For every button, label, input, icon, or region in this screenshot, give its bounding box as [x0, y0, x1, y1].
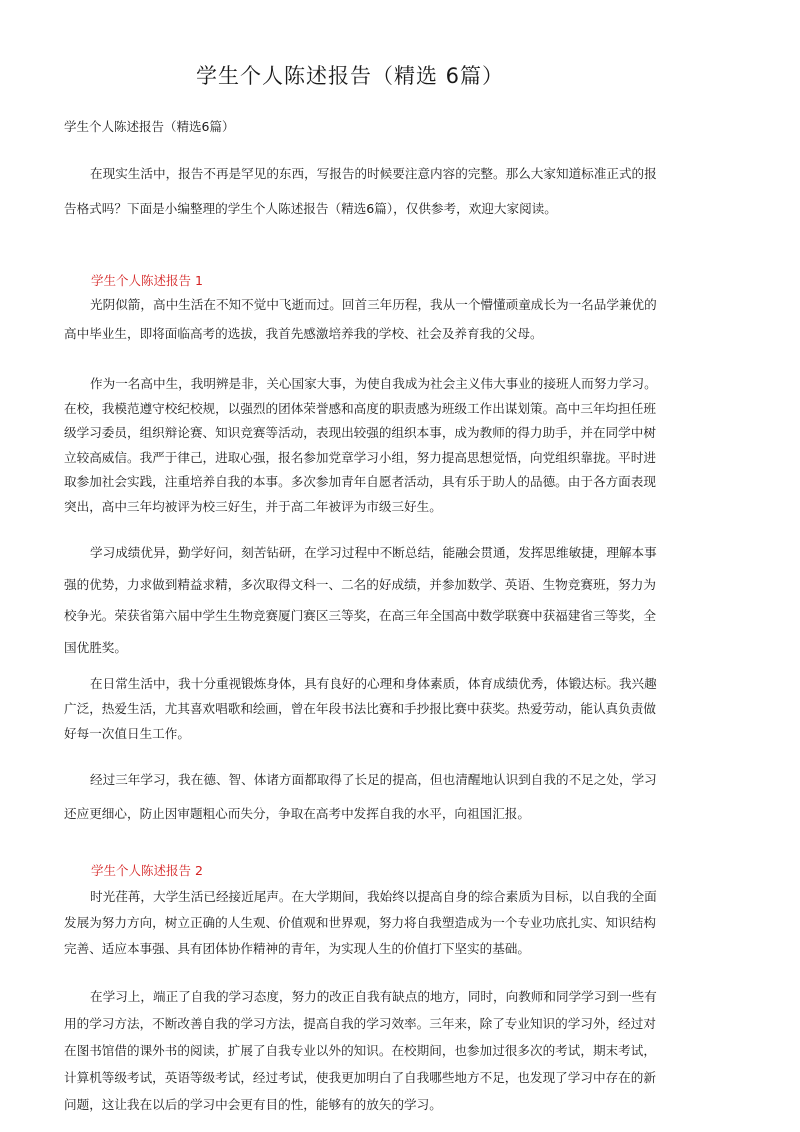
section-2-paragraph-1: 时光荏苒，大学生活已经接近尾声。在大学期间，我始终以提高自身的综合素质为目标，以自我的全面发展为努力方向，树立正确的人生观、价值观和世界观，努力将自我塑造成为一个专业功底扎实、知识结构完善、适应本事强、具有团体协作精神的青年，为实现人生的价值打下坚实的基础。: [64, 889, 657, 956]
section-1-paragraph-3: 学习成绩优异，勤学好问，刻苦钻研，在学习过程中不断总结，能融会贯通，发挥思维敏捷，理解本事强的优势，力求做到精益求精，多次取得文科一、二名的好成绩，并参加数学、英语、生物竞赛班，努力为校争光。荣获省第六届中学生生物竞赛厦门赛区三等奖，在高三年全国高中数学联赛中获福建省三等奖，全国优胜奖。: [64, 545, 657, 655]
section-1-paragraph-2: 作为一名高中生，我明辨是非，关心国家大事，为使自我成为社会主义伟大事业的接班人而努力学习。在校，我模范遵守校纪校规，以强烈的团体荣誉感和高度的职责感为班级工作出谋划策。高中三年均担任班级学习委员，组织辩论赛、知识竞赛等活动，表现出较强的组织本事，成为教师的得力助手，并在同学中树立较高威信。我严于律己，进取心强，报名参加党章学习小组，努力提高思想觉悟，向党组织靠拢。平时进取参加社会实践，注重培养自我的本事。多次参加青年自愿者活动，具有乐于助人的品德。由于各方面表现突出，高中三年均被评为校三好生，并于高二年被评为市级三好生。: [64, 376, 657, 514]
section-2-paragraph-2: 在学习上，端正了自我的学习态度，努力的改正自我有缺点的地方，同时，向教师和同学学习到一些有用的学习方法，不断改善自我的学习方法，提高自我的学习效率。三年来，除了专业知识的学习外，经过对在图书馆借的课外书的阅读，扩展了自我专业以外的知识。在校期间，也参加过很多次的考试，期末考试，计算机等级考试，英语等级考试，经过考试，使我更加明白了自我哪些地方不足，也发现了学习中存在的新问题，这让我在以后的学习中会更有目的性，能够有的放矢的学习。: [64, 989, 657, 1112]
document-subtitle: 学生个人陈述报告（精选6篇）: [64, 119, 235, 134]
document-title: 学生个人陈述报告（精选 6篇）: [195, 64, 505, 88]
section-1-paragraph-4: 在日常生活中，我十分重视锻炼身体，具有良好的心理和身体素质，体育成绩优秀，体锻达标。我兴趣广泛，热爱生活，尤其喜欢唱歌和绘画，曾在年段书法比赛和手抄报比赛中获奖。热爱劳动，能认真负责做好每一次值日生工作。: [64, 676, 657, 741]
section-1-paragraph-5: 经过三年学习，我在德、智、体诸方面都取得了长足的提高，但也清醒地认识到自我的不足之处，学习还应更细心，防止因审题粗心而失分，争取在高考中发挥自我的水平，向祖国汇报。: [64, 772, 657, 821]
section-1-paragraph-1: 光阴似箭，高中生活在不知不觉中飞逝而过。回首三年历程，我从一个懵懂顽童成长为一名品学兼优的高中毕业生，即将面临高考的选拔，我首先感激培养我的学校、社会及养育我的父母。: [64, 297, 657, 341]
section-heading-2: 学生个人陈述报告 2: [91, 863, 203, 878]
intro-paragraph: 在现实生活中，报告不再是罕见的东西，写报告的时候要注意内容的完整。那么大家知道标准正式的报告格式吗？下面是小编整理的学生个人陈述报告（精选6篇），仅供参考，欢迎大家阅读。: [64, 166, 657, 216]
section-heading-1: 学生个人陈述报告 1: [91, 273, 203, 288]
